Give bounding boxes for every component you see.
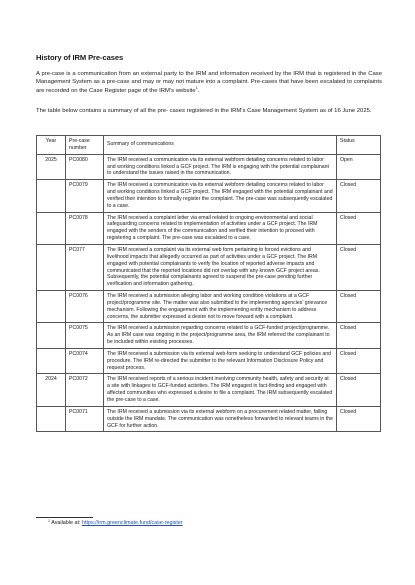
precase-number-cell: PC0076 (66, 291, 104, 323)
summary-cell: The IRM received a submission alleging labor and working condition violations at a GCF project/programme site. The matter was also submitted to the implementing agencies’ grievance mechanism. Following the engagement with the implementing entity mechanism to address concerns, the submitter expressed a desire not to move forward with a complaint. (104, 291, 337, 323)
header-summary: Summary of communications (104, 136, 337, 155)
page-heading: History of IRM Pre-cases (36, 53, 124, 62)
summary-cell: The IRM received a complaint via its external web form pertaining to forced evictions and livelihood impacts that allegedly occurred as part of activities under a GCF project. The IRM engaged with potential complainants to verify the location of reported adverse impacts and communicated that the reported locations did not overlap with any known GCF project areas. Subsequently, the potential complainants agreed to suspend the pre-case pending further verification and information gathering. (104, 244, 337, 290)
status-cell: Closed (337, 406, 381, 432)
header-status: Status (337, 136, 381, 155)
table-row (37, 212, 381, 244)
table-row (37, 154, 381, 180)
status-cell: Open (337, 154, 381, 180)
intro-paragraph: A pre-case is a communication from an external party to the IRM and information received by the IRM that is registered in the Case Management System as a pre-case and may or may not mature into a complaint. Pre-cases that have been escalated to complaints are recorded on the Case Register page of the IRM’s website$^1$. (36, 71, 382, 94)
year-cell (37, 180, 66, 212)
footnote-divider (36, 517, 93, 518)
table-row (37, 348, 381, 374)
precase-table (36, 135, 381, 432)
header-year: Year (37, 136, 66, 155)
summary-cell: The IRM received a communication via its external webform detailing concerns related to labor and working conditions linked a GCF project. The IRM engaged with the potential complainant and verified their intention to formally register the complaint. The pre-case was subsequently escalated to a case. (104, 180, 337, 212)
year-cell (37, 212, 66, 244)
table-row (37, 291, 381, 323)
table-row (37, 323, 381, 349)
status-cell: Closed (337, 212, 381, 244)
year-cell (37, 406, 66, 432)
case-register-link[interactable]: https://irm.greenclimate.fund/case-register (81, 520, 183, 526)
year-cell (37, 291, 66, 323)
footnote-number: 1 (48, 519, 50, 523)
table-row (37, 244, 381, 290)
header-precase-number: Pre-case number (66, 136, 104, 155)
precase-number-cell: PC077 (66, 244, 104, 290)
table-row (37, 374, 381, 406)
status-cell: Closed (337, 323, 381, 349)
precase-number-cell: PC0080 (66, 154, 104, 180)
summary-cell: The IRM received a communication via its external webform detailing concerns related to labor and working conditions linked a GCF project. The IRM is engaging with the potential complainant to understand the issues raised in the communication. (104, 154, 337, 180)
summary-cell: The IRM received reports of a serious incident involving community health, safety and security at a site with linkages to GCF-funded activities. The IRM engaged in fact-finding and engaged with affected communities who expressed a desire to file a complaint. The IRM subsequently escalated the pre-case to a case. (104, 374, 337, 406)
intro-text: A pre-case is a communication from an external party to the IRM and information received by the IRM that is registered in the Case Management System as a pre-case and may or may not mature into a complaint. Pre-cases that have been escalated to complaints are recorded on the Case Register page of the IRM’s website (36, 71, 382, 94)
precase-number-cell: PC0079 (66, 180, 104, 212)
table-row (37, 180, 381, 212)
summary-cell: The IRM received a submission via its external web-form seeking to understand GCF policies and procedure. The IRM re-directed the submitter to the relevant Information Disclosure Policy and request process. (104, 348, 337, 374)
table-header-row (37, 136, 381, 155)
footnote (48, 520, 183, 527)
status-cell: Closed (337, 348, 381, 374)
footnote-ref[interactable]: 1 (195, 85, 198, 90)
year-cell: 2024 (37, 374, 66, 406)
footnote-label: Available at: (51, 520, 81, 526)
table-intro-paragraph: The table below contains a summary of all the pre- cases registered in the IRM’s Case Management System as of 16 June 2025. (36, 108, 372, 114)
precase-number-cell: PC0074 (66, 348, 104, 374)
year-cell: 2025 (37, 154, 66, 180)
precase-number-cell: PC0075 (66, 323, 104, 349)
status-cell: Closed (337, 180, 381, 212)
status-cell: Closed (337, 291, 381, 323)
precase-number-cell: PC0078 (66, 212, 104, 244)
summary-cell: The IRM received a complaint letter via email related to ongoing environmental and social safeguarding concerns related to implementation of activities under a GCF project. The IRM engaged with the senders of the communication and verified their intention to proceed with registering a complaint. The pre-case was escalated to a case. (104, 212, 337, 244)
summary-cell: The IRM received a submission via its external webform on a procurement related matter, falling outside the IRM mandate. The communication was nonetheless forwarded to relevant teams in the GCF for further action. (104, 406, 337, 432)
table-row (37, 406, 381, 432)
status-cell: Closed (337, 374, 381, 406)
year-cell (37, 348, 66, 374)
status-cell: Closed (337, 244, 381, 290)
summary-cell: The IRM received a submission regarding concerns related to a GCF-funded project/programme. As an IRM case was ongoing in the project/programme area, the IRM referred the complainant to be included within existing processes. (104, 323, 337, 349)
precase-number-cell: PC0072 (66, 374, 104, 406)
precase-number-cell: PC0071 (66, 406, 104, 432)
year-cell (37, 323, 66, 349)
year-cell (37, 244, 66, 290)
